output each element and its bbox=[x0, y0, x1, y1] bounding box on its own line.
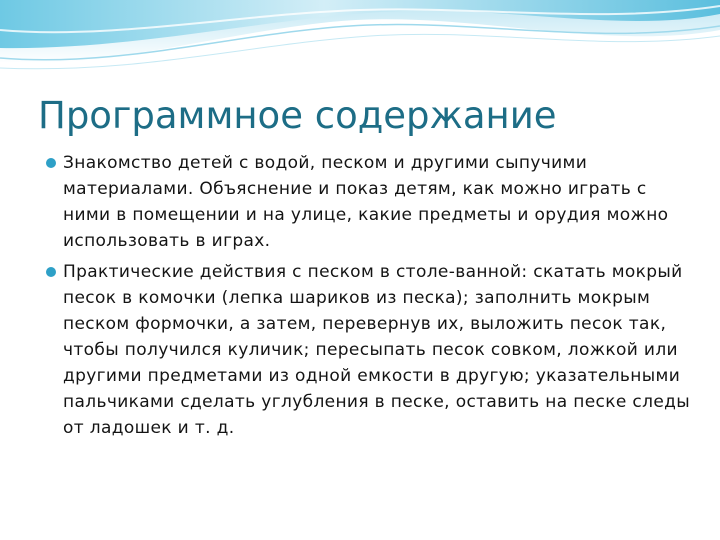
bullet-dot-icon bbox=[46, 267, 56, 277]
bullet-text: Знакомство детей с водой, песком и другими сыпучими материалами. Объяснение и показ детям, как можно играть с ними в помещении и на улице, какие предметы и орудия можно использовать в играх. bbox=[63, 153, 669, 251]
bullet-item bbox=[44, 259, 694, 441]
bullet-dot-icon bbox=[46, 158, 56, 168]
bullet-item bbox=[44, 150, 694, 254]
slide-title: Программное содержание bbox=[38, 94, 557, 137]
bullet-text: Практические действия с песком в столе-ванной: скатать мокрый песок в комочки (лепка шариков из песка); заполнить мокрым песком формочки, а затем, перевернув их, выложить песок так, чтобы получился куличик; пересыпать песок совком, ложкой или другими предметами из одной емкости в другую; указательными пальчиками сделать углубления в песке, оставить на песке следы от ладошек и т. д. bbox=[63, 262, 691, 438]
bullet-list bbox=[44, 150, 694, 446]
decorative-wave-header bbox=[0, 0, 720, 80]
